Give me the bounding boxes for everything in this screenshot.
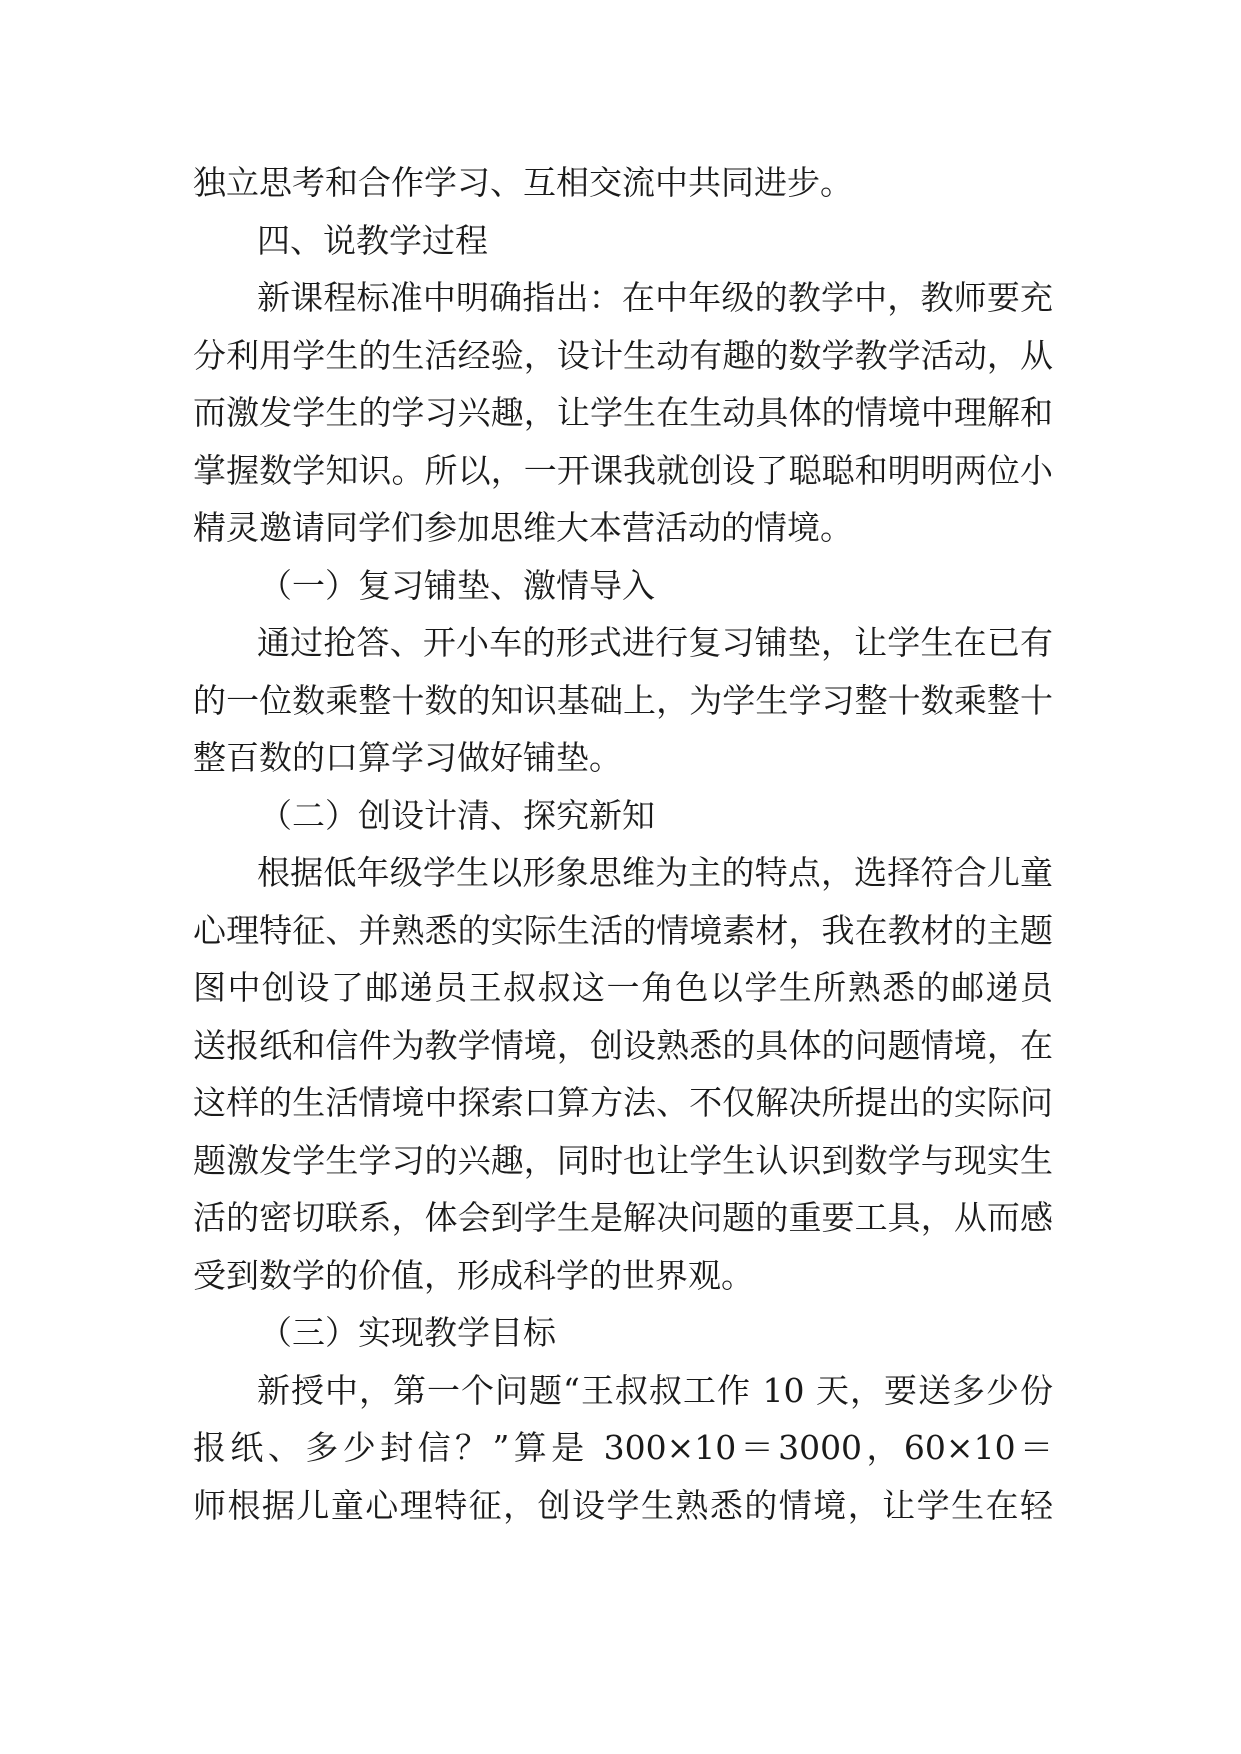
paragraph-line: 通过抢答、开小车的形式进行复习铺垫，让学生在已有 xyxy=(257,623,1053,662)
paragraph-line: 根据低年级学生以形象思维为主的特点，选择符合儿童 xyxy=(257,853,1053,892)
paragraph-line: 心理特征、并熟悉的实际生活的情境素材，我在教材的主题 xyxy=(193,910,1053,950)
section-heading: 四、说教学过程 xyxy=(257,220,488,260)
paragraph-line: 报纸、多少封信？”算是 300×10＝3000，60×10＝ xyxy=(193,1428,1053,1467)
paragraph-line: 图中创设了邮递员王叔叔这一角色以学生所熟悉的邮递员 xyxy=(193,968,1053,1007)
paragraph-line: 整百数的口算学习做好铺垫。 xyxy=(193,738,622,777)
paragraph-line: 新授中，第一个问题“王叔叔工作 10 天，要送多少份 xyxy=(257,1370,1053,1410)
paragraph-line: 掌握数学知识。所以，一开课我就创设了聪聪和明明两位小 xyxy=(193,450,1053,490)
paragraph-line: 活的密切联系，体会到学生是解决问题的重要工具，从而感 xyxy=(193,1198,1053,1237)
paragraph-line: 而激发学生的学习兴趣，让学生在生动具体的情境中理解和 xyxy=(193,393,1053,432)
paragraph-line: 送报纸和信件为教学情境，创设熟悉的具体的问题情境，在 xyxy=(193,1025,1053,1065)
subsection-heading: （三）实现教学目标 xyxy=(259,1313,556,1352)
paragraph-line: 受到数学的价值，形成科学的世界观。 xyxy=(193,1255,754,1295)
paragraph-line: 分利用学生的生活经验，设计生动有趣的数学教学活动，从 xyxy=(193,335,1053,375)
subsection-heading: （二）创设计清、探究新知 xyxy=(259,795,655,835)
paragraph-line: 这样的生活情境中探索口算方法、不仅解决所提出的实际问 xyxy=(193,1083,1053,1122)
document-body xyxy=(193,154,1053,1534)
paragraph-line: 师根据儿童心理特征，创设学生熟悉的情境，让学生在轻 xyxy=(193,1485,1053,1525)
paragraph-line: 精灵邀请同学们参加思维大本营活动的情境。 xyxy=(193,508,853,547)
paragraph-line: 题激发学生学习的兴趣，同时也让学生认识到数学与现实生 xyxy=(193,1140,1053,1180)
paragraph-line: 新课程标准中明确指出：在中年级的教学中，教师要充 xyxy=(257,278,1053,317)
paragraph-line: 的一位数乘整十数的知识基础上，为学生学习整十数乘整十 xyxy=(193,680,1053,720)
subsection-heading: （一）复习铺垫、激情导入 xyxy=(259,565,655,605)
paragraph-line: 独立思考和合作学习、互相交流中共同进步。 xyxy=(193,163,853,202)
